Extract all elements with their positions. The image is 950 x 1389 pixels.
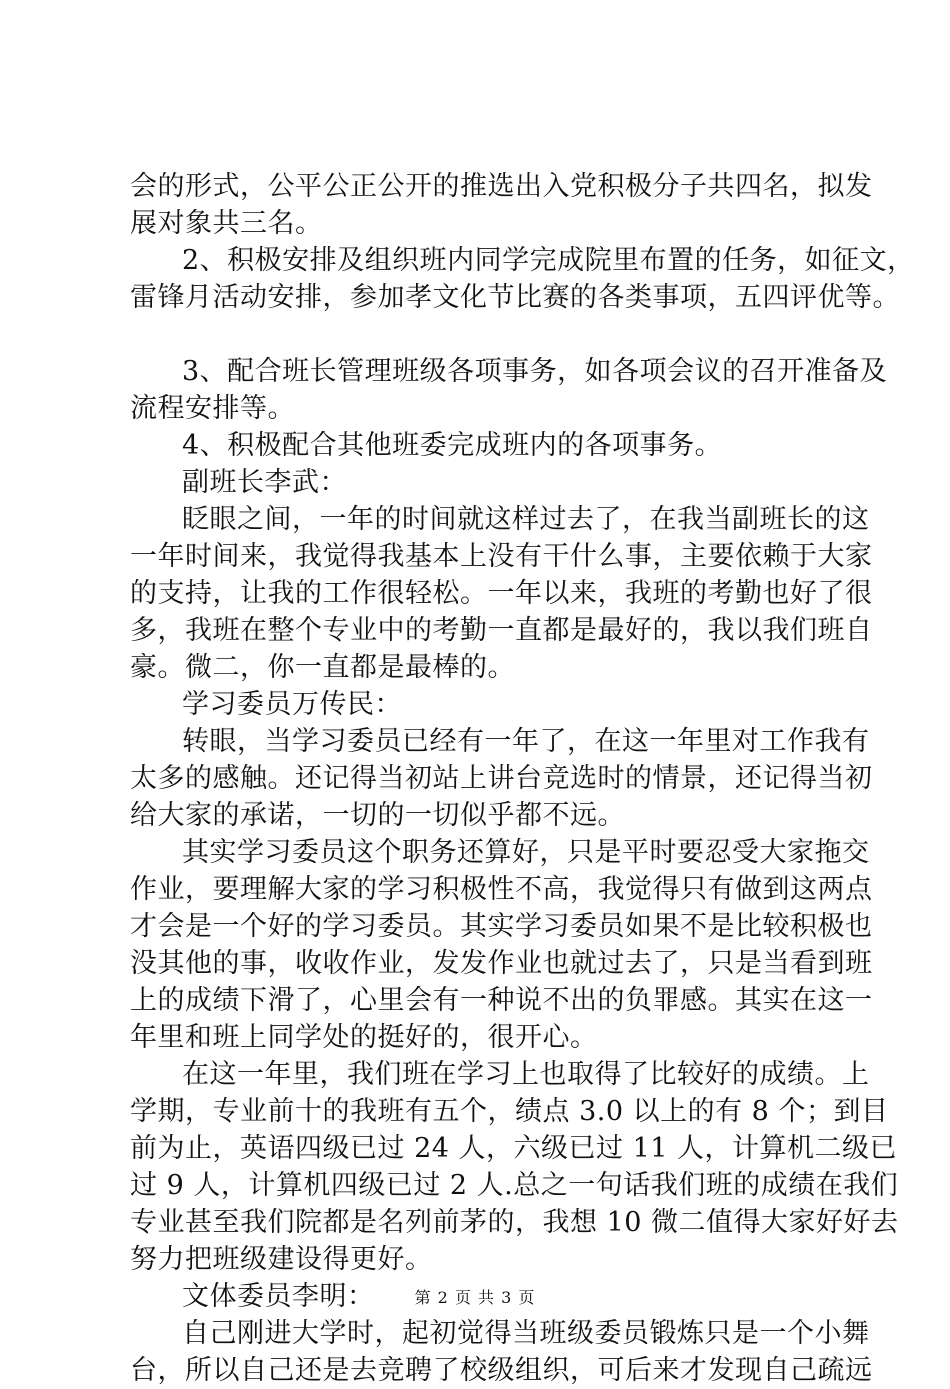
text-line: 自己刚进大学时，起初觉得当班级委员锻炼只是一个小舞 [182, 1318, 870, 1349]
text-line: 流程安排等。 [130, 393, 295, 424]
text-line: 文体委员李明： [182, 1281, 375, 1312]
text-line: 上的成绩下滑了，心里会有一种说不出的负罪感。其实在这一 [130, 985, 873, 1016]
blank-line [130, 316, 850, 353]
text-line: 眨眼之间，一年的时间就这样过去了，在我当副班长的这 [182, 504, 870, 535]
text-line: 4、积极配合其他班委完成班内的各项事务。 [182, 430, 723, 461]
text-line: 努力把班级建设得更好。 [130, 1244, 433, 1275]
text-line: 豪。微二，你一直都是最棒的。 [130, 652, 515, 683]
text-line: 过 9 人，计算机四级已过 2 人.总之一句话我们班的成绩在我们 [130, 1170, 899, 1201]
text-line: 雷锋月活动安排，参加孝文化节比赛的各类事项，五四评优等。 [130, 282, 900, 313]
text-line: 前为止，英语四级已过 24 人，六级已过 11 人，计算机二级已 [130, 1133, 898, 1164]
text-line: 转眼，当学习委员已经有一年了，在这一年里对工作我有 [182, 726, 870, 757]
text-line: 才会是一个好的学习委员。其实学习委员如果不是比较积极也 [130, 911, 873, 942]
text-line: 年里和班上同学处的挺好的，很开心。 [130, 1022, 598, 1053]
document-body [130, 168, 915, 1389]
text-line: 台，所以自己还是去竞聘了校级组织，可后来才发现自己疏远 [130, 1355, 873, 1386]
text-line: 副班长李武： [182, 467, 347, 498]
text-line: 没其他的事，收收作业，发发作业也就过去了，只是当看到班 [130, 948, 873, 979]
text-line: 专业甚至我们院都是名列前茅的，我想 10 微二值得大家好好去 [130, 1207, 899, 1238]
text-line: 的支持，让我的工作很轻松。一年以来，我班的考勤也好了很 [130, 578, 873, 609]
text-line: 太多的感触。还记得当初站上讲台竞选时的情景，还记得当初 [130, 763, 873, 794]
text-line: 其实学习委员这个职务还算好，只是平时要忍受大家拖交 [182, 837, 870, 868]
text-line: 学期，专业前十的我班有五个，绩点 3.0 以上的有 8 个；到目 [130, 1096, 889, 1127]
text-line: 一年时间来，我觉得我基本上没有干什么事，主要依赖于大家 [130, 541, 873, 572]
text-line: 会的形式，公平公正公开的推选出入党积极分子共四名，拟发 [130, 171, 873, 202]
text-line: 学习委员万传民： [182, 689, 402, 720]
text-line: 展对象共三名。 [130, 208, 323, 239]
text-line: 2、积极安排及组织班内同学完成院里布置的任务，如征文， [182, 245, 915, 276]
page-footer: 第 2 页 共 3 页 [414, 1288, 536, 1307]
text-line: 在这一年里，我们班在学习上也取得了比较好的成绩。上 [182, 1059, 870, 1090]
text-line: 3、配合班长管理班级各项事务，如各项会议的召开准备及 [182, 356, 888, 387]
text-line: 多，我班在整个专业中的考勤一直都是最好的，我以我们班自 [130, 615, 873, 646]
text-line: 给大家的承诺，一切的一切似乎都不远。 [130, 800, 625, 831]
text-line: 作业，要理解大家的学习积极性不高，我觉得只有做到这两点 [130, 874, 873, 905]
